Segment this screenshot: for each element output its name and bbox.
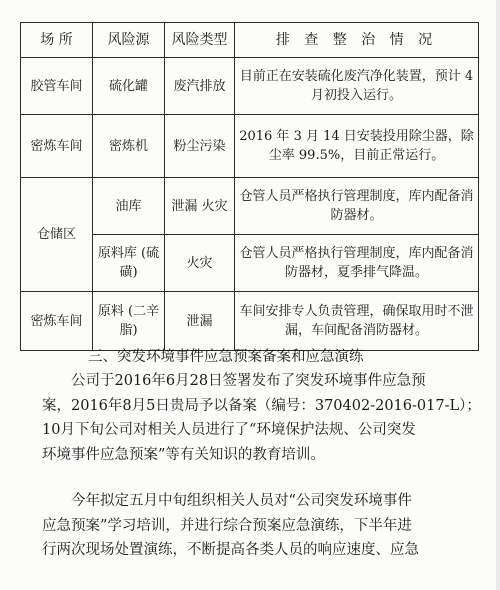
cell-place: 胶管车间	[21, 58, 93, 115]
cell-place: 仓储区	[21, 178, 93, 292]
header-source: 风险源	[93, 23, 165, 58]
table-row	[21, 292, 479, 351]
cell-source: 硫化罐	[93, 58, 165, 115]
paragraph-line: 行两次现场处置演练，不断提高各类人员的响应速度、应急	[42, 542, 419, 558]
cell-measure: 仓管人员严格执行管理制度，库内配备消防器材。	[235, 178, 479, 235]
cell-type: 火灾	[165, 235, 235, 292]
cell-source: 原料 (二辛脂)	[93, 292, 165, 351]
cell-place: 密炼车间	[21, 115, 93, 178]
paragraph-line: 环境事件应急预案”等有关知识的教育培训。	[42, 446, 325, 463]
cell-type: 粉尘污染	[165, 115, 235, 178]
table-header-row	[21, 23, 479, 58]
header-place: 场 所	[21, 23, 93, 58]
cell-source: 密炼机	[93, 115, 165, 178]
cell-type: 泄漏 火灾	[165, 178, 235, 235]
cell-source: 原料库 (硫磺)	[93, 235, 165, 292]
cell-measure: 车间安排专人负责管理，确保取用时不泄漏，车间配备消防器材。	[235, 292, 479, 351]
cell-source: 油库	[93, 178, 165, 235]
risk-table	[20, 22, 479, 351]
cell-type: 废汽排放	[165, 58, 235, 115]
paragraph-line: 案，2016年8月5日贵局予以备案（编号：370402-2016-017-L）；	[42, 397, 481, 414]
paragraph-line: 应急预案”学习培训，并进行综合预案应急演练，下半年进	[42, 517, 412, 534]
cell-type: 泄漏	[165, 292, 235, 351]
table-row	[21, 115, 479, 178]
paragraph-line: 今年拟定五月中旬组织相关人员对“公司突发环境事件	[71, 493, 412, 509]
paragraph-line: 10月下旬公司对相关人员进行了“环境保护法规、公司突发	[42, 422, 416, 438]
cell-measure: 目前正在安装硫化废汽净化装置，预计 4 月初投入运行。	[235, 58, 479, 115]
section-heading: 三、突发环境事件应急预案备案和应急演练	[88, 349, 364, 365]
page-edge	[496, 0, 500, 590]
header-measure: 排 查 整 治 情 况	[235, 23, 479, 58]
paragraph-line: 公司于2016年6月28日签署发布了突发环境事件应急预	[71, 373, 426, 389]
paragraph-filing	[42, 369, 481, 467]
cell-place: 密炼车间	[21, 292, 93, 351]
cell-measure: 仓管人员严格执行管理制度，库内配备消防器材，夏季排气降温。	[235, 235, 479, 292]
paragraph-plan	[42, 489, 442, 563]
table-row	[21, 58, 479, 115]
cell-measure: 2016 年 3 月 14 日安装投用除尘器，除尘率 99.5%，目前正常运行。	[235, 115, 479, 178]
table-row	[21, 178, 479, 235]
header-type: 风险类型	[165, 23, 235, 58]
